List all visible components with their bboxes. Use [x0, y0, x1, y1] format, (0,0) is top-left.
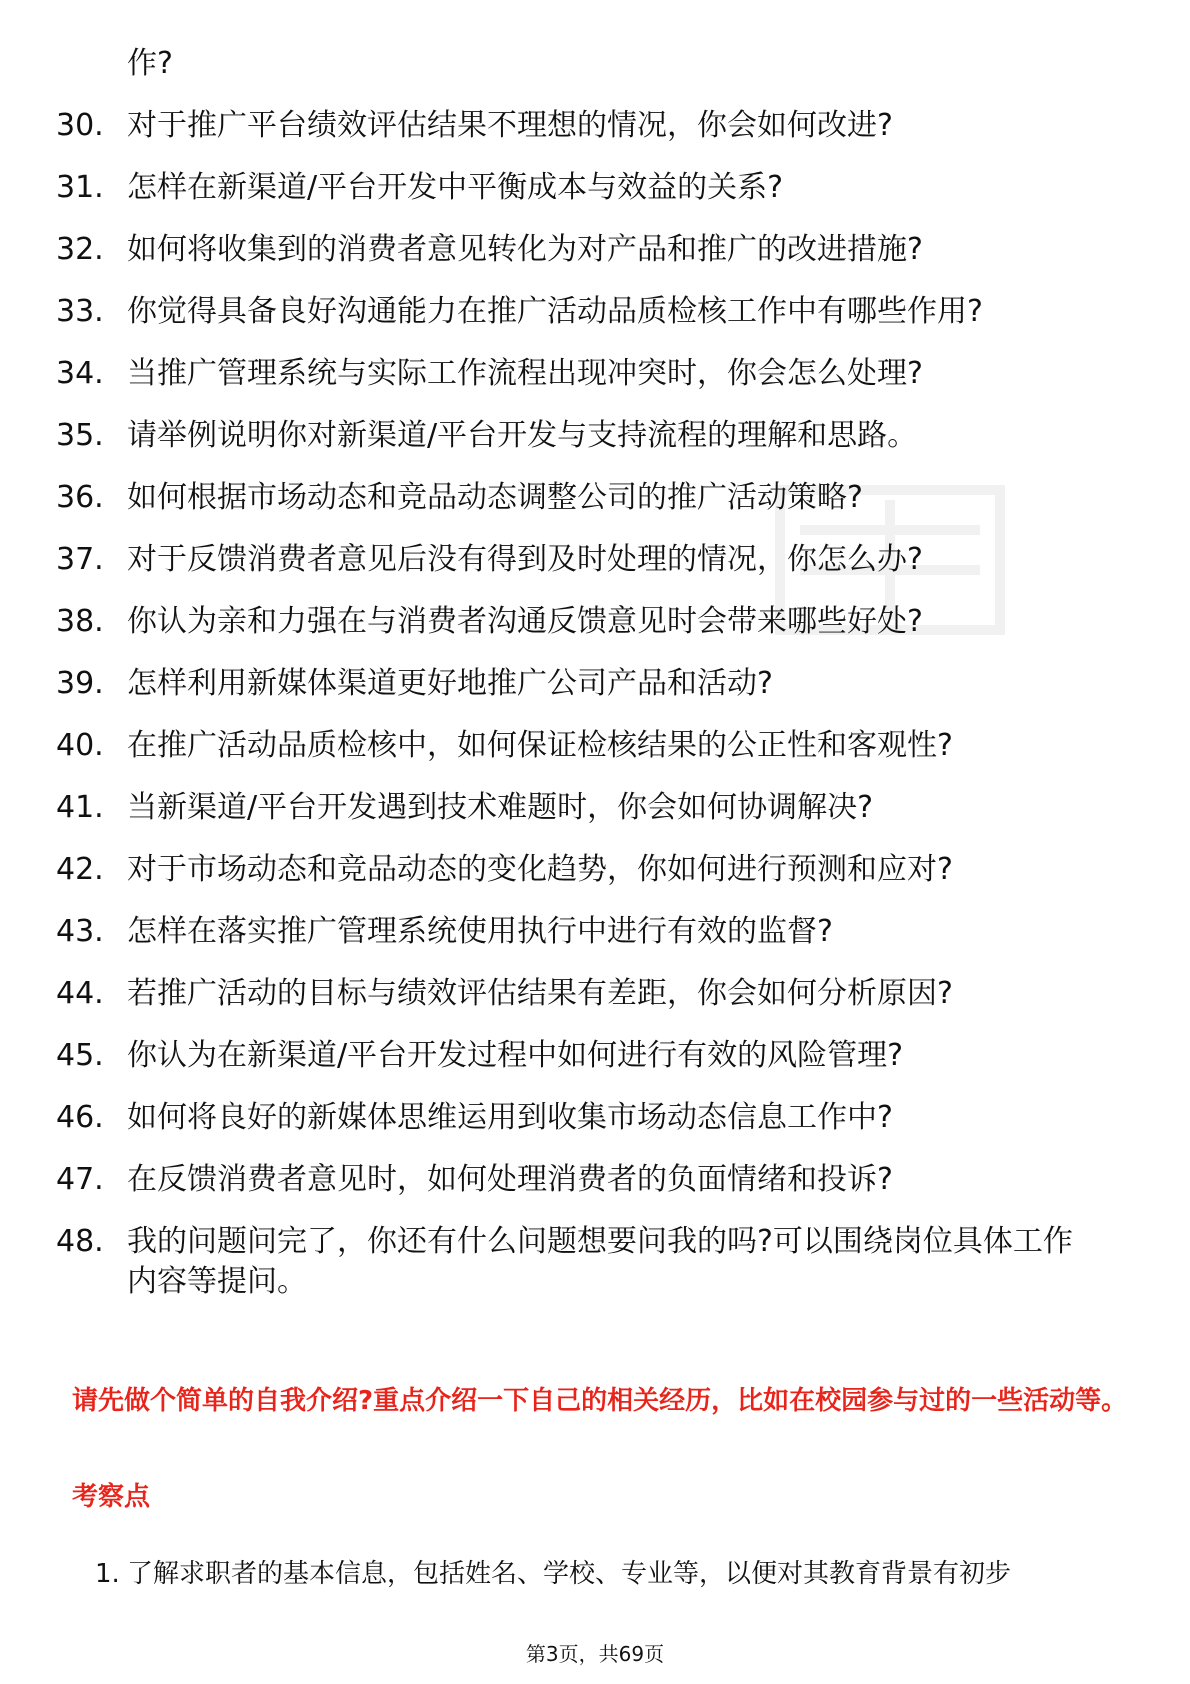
list-item: [0, 106, 1190, 146]
item-text: 作?: [127, 46, 173, 81]
item-number: 42.: [56, 852, 104, 887]
item-text: 如何将良好的新媒体思维运用到收集市场动态信息工作中?: [127, 1100, 893, 1135]
highlight-question: 请先做个简单的自我介绍?重点介绍一下自己的相关经历，比如在校园参与过的一些活动等。: [72, 1386, 1128, 1416]
item-text: 怎样利用新媒体渠道更好地推广公司产品和活动?: [127, 666, 773, 701]
list-item: [0, 664, 1190, 704]
item-number: 32.: [56, 232, 104, 267]
item-number: 44.: [56, 976, 104, 1011]
item-text: 你认为在新渠道/平台开发过程中如何进行有效的风险管理?: [127, 1038, 904, 1073]
item-text: 你认为亲和力强在与消费者沟通反馈意见时会带来哪些好处?: [127, 604, 923, 639]
item-text: 怎样在新渠道/平台开发中平衡成本与效益的关系?: [127, 170, 784, 205]
item-number: 37.: [56, 542, 104, 577]
item-text: 若推广活动的目标与绩效评估结果有差距，你会如何分析原因?: [127, 976, 953, 1011]
item-text: 在反馈消费者意见时，如何处理消费者的负面情绪和投诉?: [127, 1162, 893, 1197]
item-number: 39.: [56, 666, 104, 701]
list-item: [0, 1222, 1190, 1302]
list-item: [0, 292, 1190, 332]
list-item: [0, 230, 1190, 270]
item-number: 31.: [56, 170, 104, 205]
list-item: [0, 478, 1190, 518]
item-text: 对于推广平台绩效评估结果不理想的情况，你会如何改进?: [127, 108, 893, 143]
list-item: [0, 540, 1190, 580]
item-number: 46.: [56, 1100, 104, 1135]
list-item: [0, 168, 1190, 208]
list-item: [0, 726, 1190, 766]
list-item: [0, 788, 1190, 828]
item-number: 30.: [56, 108, 104, 143]
item-text: 如何将收集到的消费者意见转化为对产品和推广的改进措施?: [127, 232, 923, 267]
item-number: 36.: [56, 480, 104, 515]
item-text: 了解求职者的基本信息，包括姓名、学校、专业等，以便对其教育背景有初步: [127, 1559, 1012, 1589]
item-text: 当推广管理系统与实际工作流程出现冲突时，你会怎么处理?: [127, 356, 923, 391]
item-number: 41.: [56, 790, 104, 825]
list-item: [0, 974, 1190, 1014]
item-text: 对于市场动态和竞品动态的变化趋势，你如何进行预测和应对?: [127, 852, 953, 887]
section-heading: 考察点: [72, 1482, 151, 1512]
item-number: 43.: [56, 914, 104, 949]
list-item: [0, 912, 1190, 952]
item-text: 怎样在落实推广管理系统使用执行中进行有效的监督?: [127, 914, 833, 949]
page-footer: 第3页，共69页: [525, 1642, 665, 1666]
list-item: [0, 602, 1190, 642]
item-number: 40.: [56, 728, 104, 763]
list-item: [0, 850, 1190, 890]
item-text: 在推广活动品质检核中，如何保证检核结果的公正性和客观性?: [127, 728, 953, 763]
item-text: 对于反馈消费者意见后没有得到及时处理的情况，你怎么办?: [127, 542, 923, 577]
list-item: [0, 1556, 1190, 1592]
item-text: 你觉得具备良好沟通能力在推广活动品质检核工作中有哪些作用?: [127, 294, 983, 329]
list-item: [0, 1036, 1190, 1076]
item-text: 当新渠道/平台开发遇到技术难题时，你会如何协调解决?: [127, 790, 874, 825]
item-number: 38.: [56, 604, 104, 639]
list-item: [0, 1160, 1190, 1200]
item-number: 35.: [56, 418, 104, 453]
item-text: 如何根据市场动态和竞品动态调整公司的推广活动策略?: [127, 480, 863, 515]
question-list: [0, 44, 1190, 1324]
item-number: 33.: [56, 294, 104, 329]
list-item: [0, 354, 1190, 394]
item-number: 48.: [56, 1224, 104, 1259]
item-text: 请举例说明你对新渠道/平台开发与支持流程的理解和思路。: [127, 418, 918, 453]
item-number: 45.: [56, 1038, 104, 1073]
item-number: 34.: [56, 356, 104, 391]
list-item: [0, 416, 1190, 456]
item-number: 1.: [95, 1559, 120, 1589]
list-item: [0, 1098, 1190, 1138]
item-text: 我的问题问完了，你还有什么问题想要问我的吗?可以围绕岗位具体工作内容等提问。: [127, 1224, 1073, 1299]
item-number: 47.: [56, 1162, 104, 1197]
list-item: [0, 44, 1190, 84]
